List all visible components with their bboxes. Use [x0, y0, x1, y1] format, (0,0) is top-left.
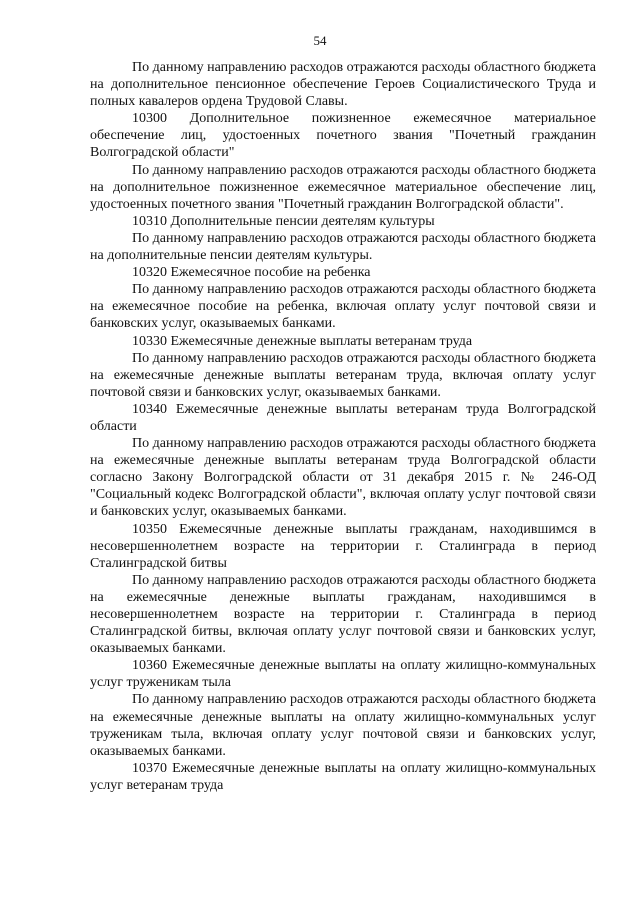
paragraph: По данному направлению расходов отражаются расходы областного бюджета на ежемесячные денежные выплаты на оплату жилищно-коммунальных услуг труженикам тыла, включая оплату услуг почтовой связи и банковских услуг, оказываемых банками.: [90, 692, 596, 759]
paragraph: По данному направлению расходов отражаются расходы областного бюджета на дополнительное пожизненное ежемесячное материальное обеспечение лиц, удостоенных почетного звания "Почетный гражданин Волгоградской области".: [90, 162, 596, 212]
section-heading-10330: 10330 Ежемесячные денежные выплаты ветеранам труда: [132, 333, 473, 349]
section-heading-10320: 10320 Ежемесячное пособие на ребенка: [132, 265, 371, 281]
paragraph: По данному направлению расходов отражаются расходы областного бюджета на ежемесячные денежные выплаты гражданам, находившимся в несовершеннолетнем возрасте на территории г. Сталинграда в период Сталинградской битвы, включая оплату услуг почтовой связи и банковских услуг, оказываемых банками.: [90, 572, 596, 657]
section-heading-10340: 10340 Ежемесячные денежные выплаты ветеранам труда Волгоградской области: [90, 401, 596, 434]
paragraph: По данному направлению расходов отражаются расходы областного бюджета на дополнительные пенсии деятелям культуры.: [90, 230, 596, 264]
page-number: 54: [313, 33, 327, 48]
section-heading-10300: 10300 Дополнительное пожизненное ежемесячное материальное обеспечение лиц, удостоенных почетного звания "Почетный гражданин Волгоградской области": [90, 111, 596, 161]
paragraph: По данному направлению расходов отражаются расходы областного бюджета на ежемесячные денежные выплаты ветеранам труда Волгоградской области согласно Закону Волгоградской области от 31 декабря 2015 г. № 246-ОД "Социальный кодекс Волгоградской области", включая оплату услуг почтовой связи и банковских услуг, оказываемых банками.: [90, 436, 596, 520]
section-heading-10360: 10360 Ежемесячные денежные выплаты на оплату жилищно-коммунальных услуг труженикам тыла: [90, 658, 596, 691]
document-body: [90, 59, 596, 794]
paragraph: По данному направлению расходов отражаются расходы областного бюджета на дополнительное пенсионное обеспечение Героев Социалистического Труда и полных кавалеров ордена Трудовой Славы.: [90, 60, 596, 110]
paragraph: По данному направлению расходов отражаются расходы областного бюджета на ежемесячное пособие на ребенка, включая оплату услуг почтовой связи и банковских услуг, оказываемых банками.: [90, 282, 596, 332]
paragraph: По данному направлению расходов отражаются расходы областного бюджета на ежемесячные денежные выплаты ветеранам труда, включая оплату услуг почтовой связи и банковских услуг, оказываемых банками.: [90, 350, 596, 400]
section-heading-10350: 10350 Ежемесячные денежные выплаты гражданам, находившимся в несовершеннолетнем возрасте на территории г. Сталинграда в период Сталинградской битвы: [90, 521, 596, 571]
section-heading-10370: 10370 Ежемесячные денежные выплаты на оплату жилищно-коммунальных услуг ветеранам труда: [90, 760, 596, 793]
section-heading-10310: 10310 Дополнительные пенсии деятелям культуры: [132, 213, 435, 229]
